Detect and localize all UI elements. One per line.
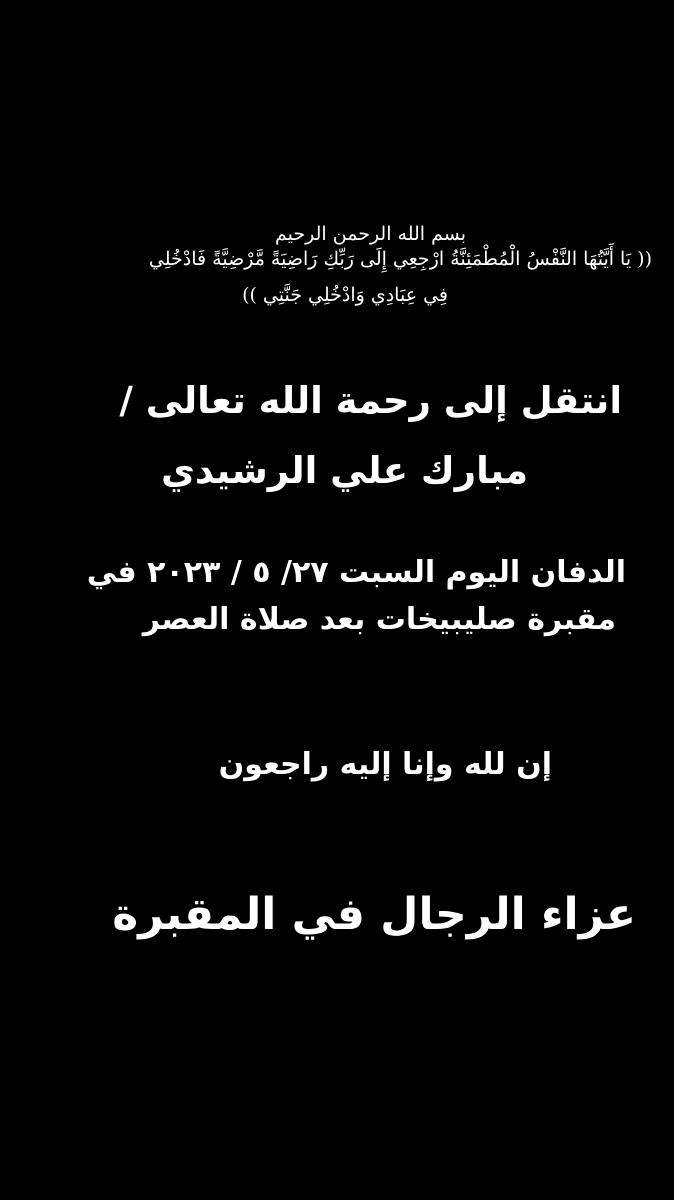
condolence-verse: إن لله وإنا إليه راجعون bbox=[218, 747, 552, 782]
bismillah-text: بسم الله الرحمن الرحيم bbox=[275, 223, 466, 245]
burial-date-line: الدفان اليوم السبت ٢٧/ ٥ / ٢٠٢٣ في bbox=[86, 555, 626, 590]
men-condolence-notice: عزاء الرجال في المقبرة bbox=[112, 889, 636, 940]
quran-verse-line-2: فِي عِبَادِي وَادْخُلِي جَنَّتِي )) bbox=[242, 284, 448, 306]
deceased-name: مبارك علي الرشيدي bbox=[160, 449, 528, 492]
burial-location-line: مقبرة صليبيخات بعد صلاة العصر bbox=[142, 602, 616, 637]
quran-verse-line-1: (( يَا أَيَّتُهَا النَّفْسُ الْمُطْمَئِنَّةُ ارْجِعِي إِلَى رَبِّكِ رَاضِيَةً مَّرْضِيَّةً فَادْخُلِي bbox=[148, 248, 652, 270]
announcement-line-1: انتقل إلى رحمة الله تعالى / bbox=[119, 379, 622, 422]
